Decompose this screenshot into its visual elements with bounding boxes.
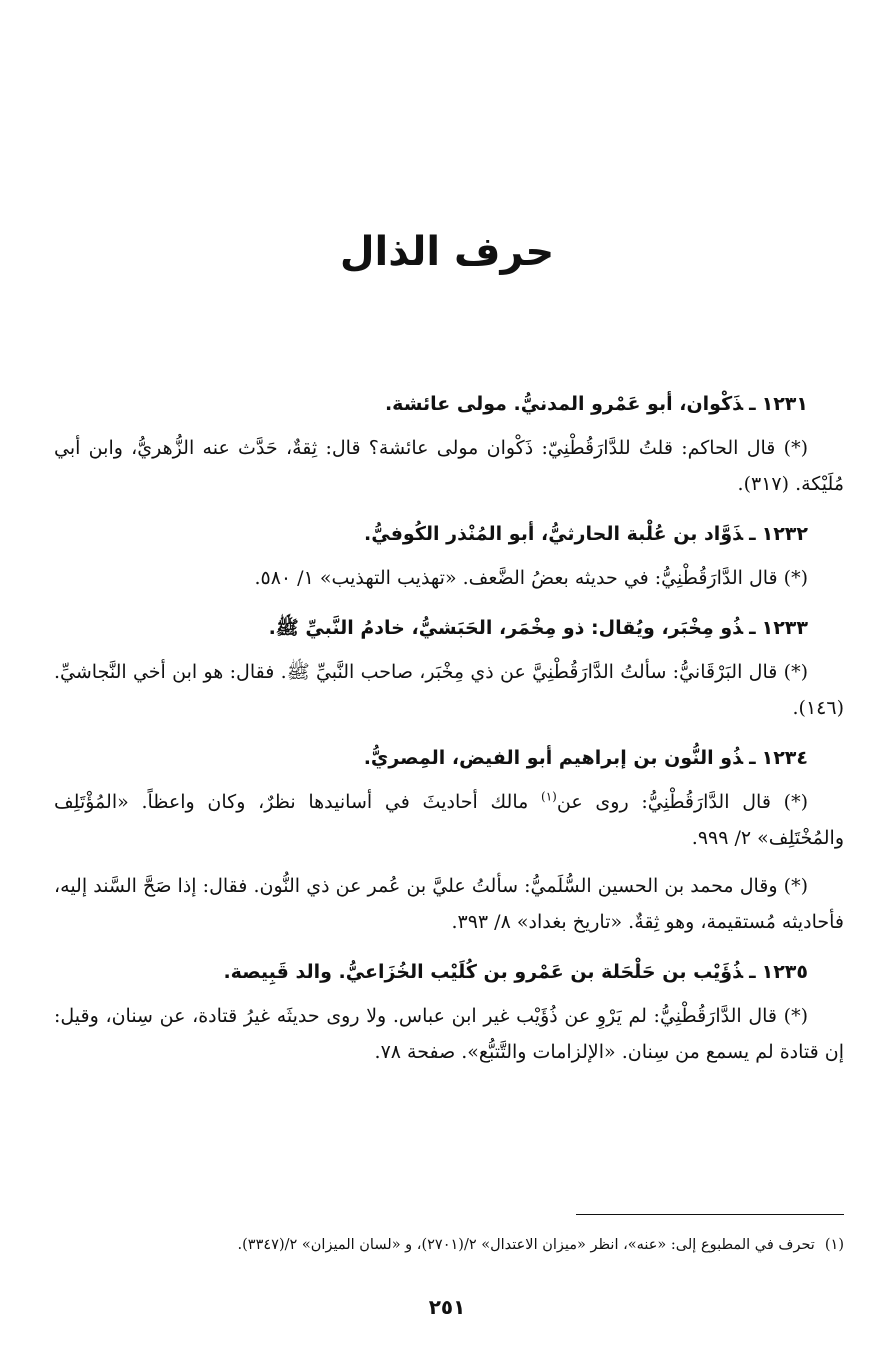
entry [54,956,844,1070]
paragraph-text: مالك أحاديثَ في أسانيدها نظرٌ، وكان واعظاً. «المُؤْتَلِف والمُخْتَلِف» ٢/ ٩٩٩. [54,791,844,849]
entry-dash: ـ [749,961,756,983]
entry-paragraph: (*) قال الدَّارَقُطْنِيُّ: في حديثه بعضُ الضَّعف. «تهذيب التهذيب» ١/ ٥٨٠. [254,567,808,589]
entry-heading [54,518,844,550]
entry-heading [54,388,844,420]
entry-number: ١٢٣٤ [761,747,808,769]
entry-name: ذُو مِخْبَر، ويُقال: ذو مِخْمَر، الحَبَشيُّ، خادمُ النَّبيِّ ﷺ. [268,617,744,639]
entry [54,518,844,596]
entry-name: ذَوَّاد بن عُلْبة الحارثيُّ، أبو المُنْذر الكُوفيُّ. [364,523,744,545]
entry-dash: ـ [749,747,756,769]
entry-name: ذُو النُّون بن إبراهيم أبو الفيض، المِصريُّ. [363,747,744,769]
entry-number: ١٢٣٢ [761,523,808,545]
entry-number: ١٢٣٥ [761,961,808,983]
entry [54,388,844,502]
entry-number: ١٢٣٣ [761,617,808,639]
entry-heading [54,612,844,644]
entry-paragraph: (*) وقال محمد بن الحسين السُّلَميُّ: سألتُ عليَّ بن عُمر عن ذي النُّون. فقال: إذا صَحَّ السَّند إليه، فأحاديثه مُستقيمة، وهو ثِقةٌ. «تاريخ بغداد» ٨/ ٣٩٣. [54,875,844,933]
entry-paragraph [54,784,844,856]
footnote [50,1232,844,1258]
footnote-reference[interactable]: (١) [541,789,557,804]
entry-heading [54,742,844,774]
entry-dash: ـ [749,617,756,639]
entry-dash: ـ [749,523,756,545]
footnote-marker: (١) [824,1237,844,1253]
entries-list [54,388,844,1070]
entry-name: ذُؤَيْب بن حَلْحَلة بن عَمْرو بن كُلَيْب الخُزَاعيُّ. والد قَبِيصة. [223,961,744,983]
entry-paragraph: (*) قال الحاكم: قلتُ للدَّارَقُطْنِيّ: ذَكْوان مولى عائشة؟ قال: ثِقةٌ، حَدَّث عنه الزُّهريُّ، وابن أبي مُلَيْكة. (٣١٧). [54,437,844,495]
footnote-divider [576,1214,844,1215]
entry [54,612,844,726]
entry-number: ١٢٣١ [761,393,808,415]
page-number: ٢٥١ [428,1295,466,1319]
entry-heading [54,956,844,988]
entry [54,742,844,940]
footnote-text: تحرف في المطبوع إلى: «عنه»، انظر «ميزان الاعتدال» ٢/(٢٧٠١)، و «لسان الميزان» ٢/(٣٣٤٧). [237,1237,815,1253]
entry-paragraph: (*) قال البَرْقَانيُّ: سألتُ الدَّارَقُطْنِيَّ عن ذي مِخْبَر، صاحب النَّبيِّ ﷺ. فقال: هو ابن أخي النَّجاشيِّ. (١٤٦). [54,661,844,719]
entry-dash: ـ [749,393,756,415]
paragraph-text: (*) قال الدَّارَقُطْنِيُّ: روى عن [556,791,808,813]
entry-paragraph: (*) قال الدَّارَقُطْنِيُّ: لم يَرْوِ عن ذُؤَيْب غير ابن عباس. ولا روى حديثَه غيرُ قتادة، عن سِنان، وقيل: إن قتادة لم يسمع من سِنان. «الإلزامات والتَّتبُّع». صفحة ٧٨. [54,1005,844,1063]
chapter-title: حرف الذال [339,229,555,275]
entry-name: ذَكْوان، أبو عَمْرو المدنيُّ. مولى عائشة. [384,393,744,415]
